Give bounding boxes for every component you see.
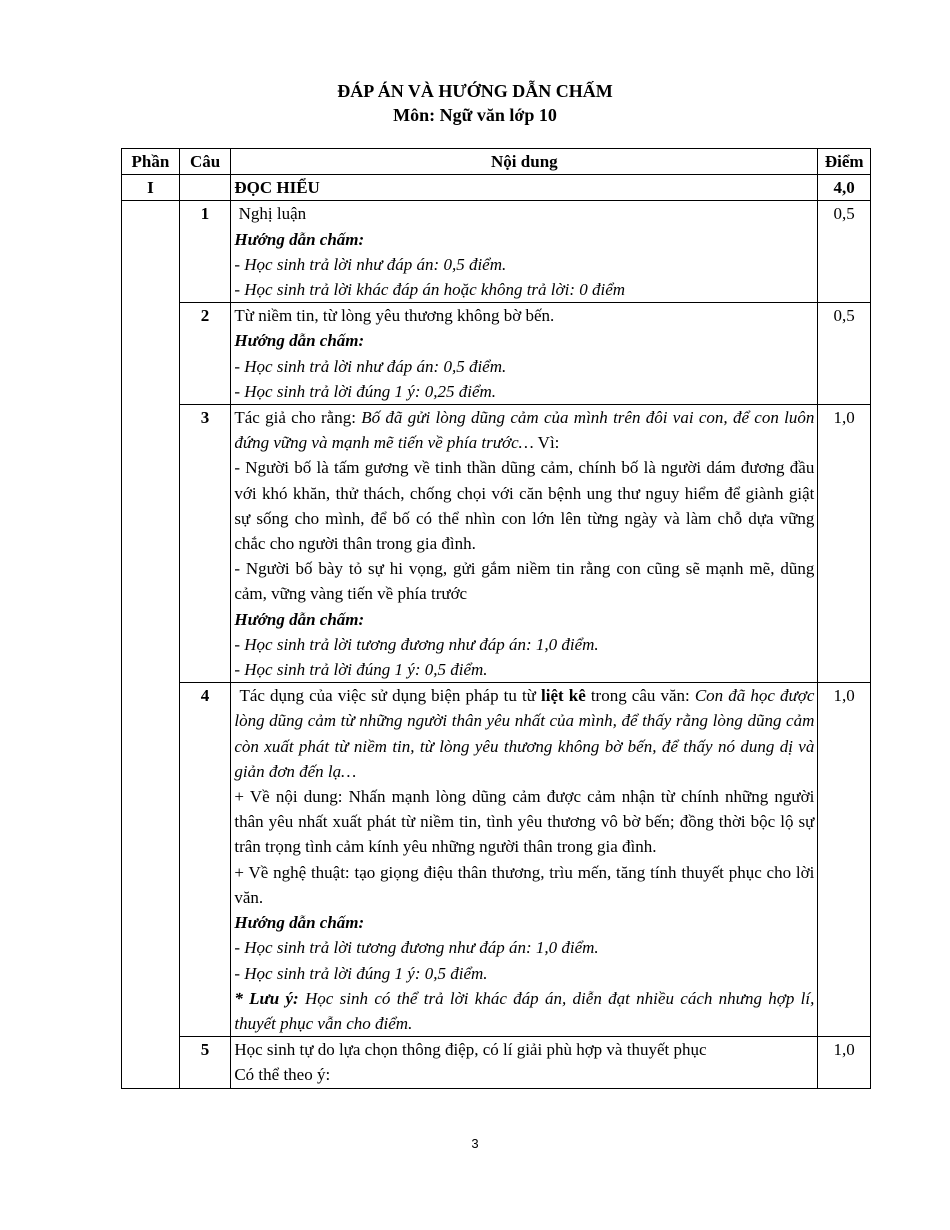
document-title: ĐÁP ÁN VÀ HƯỚNG DẪN CHẤM — [337, 81, 613, 101]
table-header-row — [122, 149, 871, 175]
guide-line: - Học sinh trả lời như đáp án: 0,5 điểm. — [234, 356, 507, 376]
header-diem: Điểm — [818, 149, 871, 175]
guide-title: Hướng dẫn chấm: — [234, 609, 365, 629]
header-noi-dung: Nội dung — [231, 149, 818, 175]
noi-dung-cell — [231, 1037, 818, 1088]
answer-table — [121, 148, 871, 1089]
guide-title: Hướng dẫn chấm: — [234, 913, 365, 933]
cau-number: 3 — [179, 405, 231, 683]
answer-paragraph: + Về nghệ thuật: tạo giọng điệu thân thương, trìu mến, tăng tính thuyết phục cho lời văn. — [234, 862, 815, 907]
table-row-q1 — [122, 201, 871, 303]
answer-paragraph: + Về nội dung: Nhấn mạnh lòng dũng cảm được cảm nhận từ chính những người thân yêu nhất xuất phát từ niềm tin, tình yêu thương vô bờ bến; đồng thời bộc lộ sự trân trọng tình cảm kính yêu những người thân trong gia đình. — [234, 787, 815, 857]
table-row-q5 — [122, 1037, 871, 1088]
diem-value: 1,0 — [818, 405, 871, 683]
diem-value: 0,5 — [818, 303, 871, 405]
cau-number: 2 — [179, 303, 231, 405]
answer-text: Từ niềm tin, từ lòng yêu thương không bờ bến. — [234, 306, 555, 326]
header-cau: Câu — [179, 149, 231, 175]
table-row-q2 — [122, 303, 871, 405]
note-line: * Lưu ý: Học sinh có thể trả lời khác đáp án, diễn đạt nhiều cách nhưng hợp lí, thuyết phục vẫn cho điểm. — [234, 988, 815, 1033]
answer-paragraph: - Người bố bày tỏ sự hi vọng, gửi gắm niềm tin rằng con cũng sẽ mạnh mẽ, dũng cảm, vững vàng tiến về phía trước — [234, 559, 815, 604]
guide-line: - Học sinh trả lời đúng 1 ý: 0,25 điểm. — [234, 381, 497, 401]
noi-dung-cell — [231, 405, 818, 683]
guide-line: - Học sinh trả lời đúng 1 ý: 0,5 điểm. — [234, 963, 488, 983]
noi-dung-cell — [231, 303, 818, 405]
section-row — [122, 175, 871, 201]
guide-title: Hướng dẫn chấm: — [234, 229, 365, 249]
answer-text: Học sinh tự do lựa chọn thông điệp, có lí giải phù hợp và thuyết phục — [234, 1040, 707, 1060]
answer-text: Nghị luận — [238, 204, 307, 224]
guide-line: - Học sinh trả lời tương đương như đáp án: 1,0 điểm. — [234, 938, 599, 958]
cau-number: 5 — [179, 1037, 231, 1088]
phan-empty-cell — [122, 201, 180, 1088]
document-subtitle: Môn: Ngữ văn lớp 10 — [393, 105, 557, 125]
answer-paragraph: - Người bố là tấm gương về tinh thần dũng cảm, chính bố là người dám đương đầu với khó khăn, thử thách, chống chọi với căn bệnh ung thư nguy hiểm để giành giật sự sống cho mình, để bố có thể nhìn con lớn lên từng ngày và làm chỗ dựa vững chắc cho người thân trong gia đình. — [234, 458, 815, 554]
section-title: ĐỌC HIỂU — [231, 175, 818, 201]
section-phan: I — [122, 175, 180, 201]
diem-value: 1,0 — [818, 1037, 871, 1088]
cau-number: 1 — [179, 201, 231, 303]
diem-value: 0,5 — [818, 201, 871, 303]
guide-title: Hướng dẫn chấm: — [234, 331, 365, 351]
guide-line: - Học sinh trả lời khác đáp án hoặc không trả lời: 0 điểm — [234, 280, 626, 300]
noi-dung-cell — [231, 683, 818, 1037]
table-row-q4 — [122, 683, 871, 1037]
guide-line: - Học sinh trả lời đúng 1 ý: 0,5 điểm. — [234, 660, 488, 680]
page-number: 3 — [471, 1136, 479, 1151]
section-cau-empty — [179, 175, 231, 201]
header-phan: Phần — [122, 149, 180, 175]
section-diem: 4,0 — [818, 175, 871, 201]
note-label: * Lưu ý: — [234, 988, 299, 1008]
guide-line: - Học sinh trả lời tương đương như đáp án: 1,0 điểm. — [234, 634, 599, 654]
table-row-q3 — [122, 405, 871, 683]
answer-intro: Tác giả cho rằng: Bố đã gửi lòng dũng cảm của mình trên đôi vai con, để con luôn đứng vững và mạnh mẽ tiến về phía trước… Vì: — [234, 408, 815, 453]
answer-text: Có thể theo ý: — [234, 1065, 331, 1085]
noi-dung-cell — [231, 201, 818, 303]
diem-value: 1,0 — [818, 683, 871, 1037]
answer-intro: Tác dụng của việc sử dụng biện pháp tu từ liệt kê trong câu văn: Con đã học được lòng dũng cảm từ những người thân yêu nhất của mình, để thấy rằng lòng dũng cảm còn xuất phát từ niềm tin, từ lòng yêu thương không bờ bến, để thấy nó dung dị và giản đơn đến lạ… — [234, 686, 815, 781]
cau-number: 4 — [179, 683, 231, 1037]
guide-line: - Học sinh trả lời như đáp án: 0,5 điểm. — [234, 254, 507, 274]
